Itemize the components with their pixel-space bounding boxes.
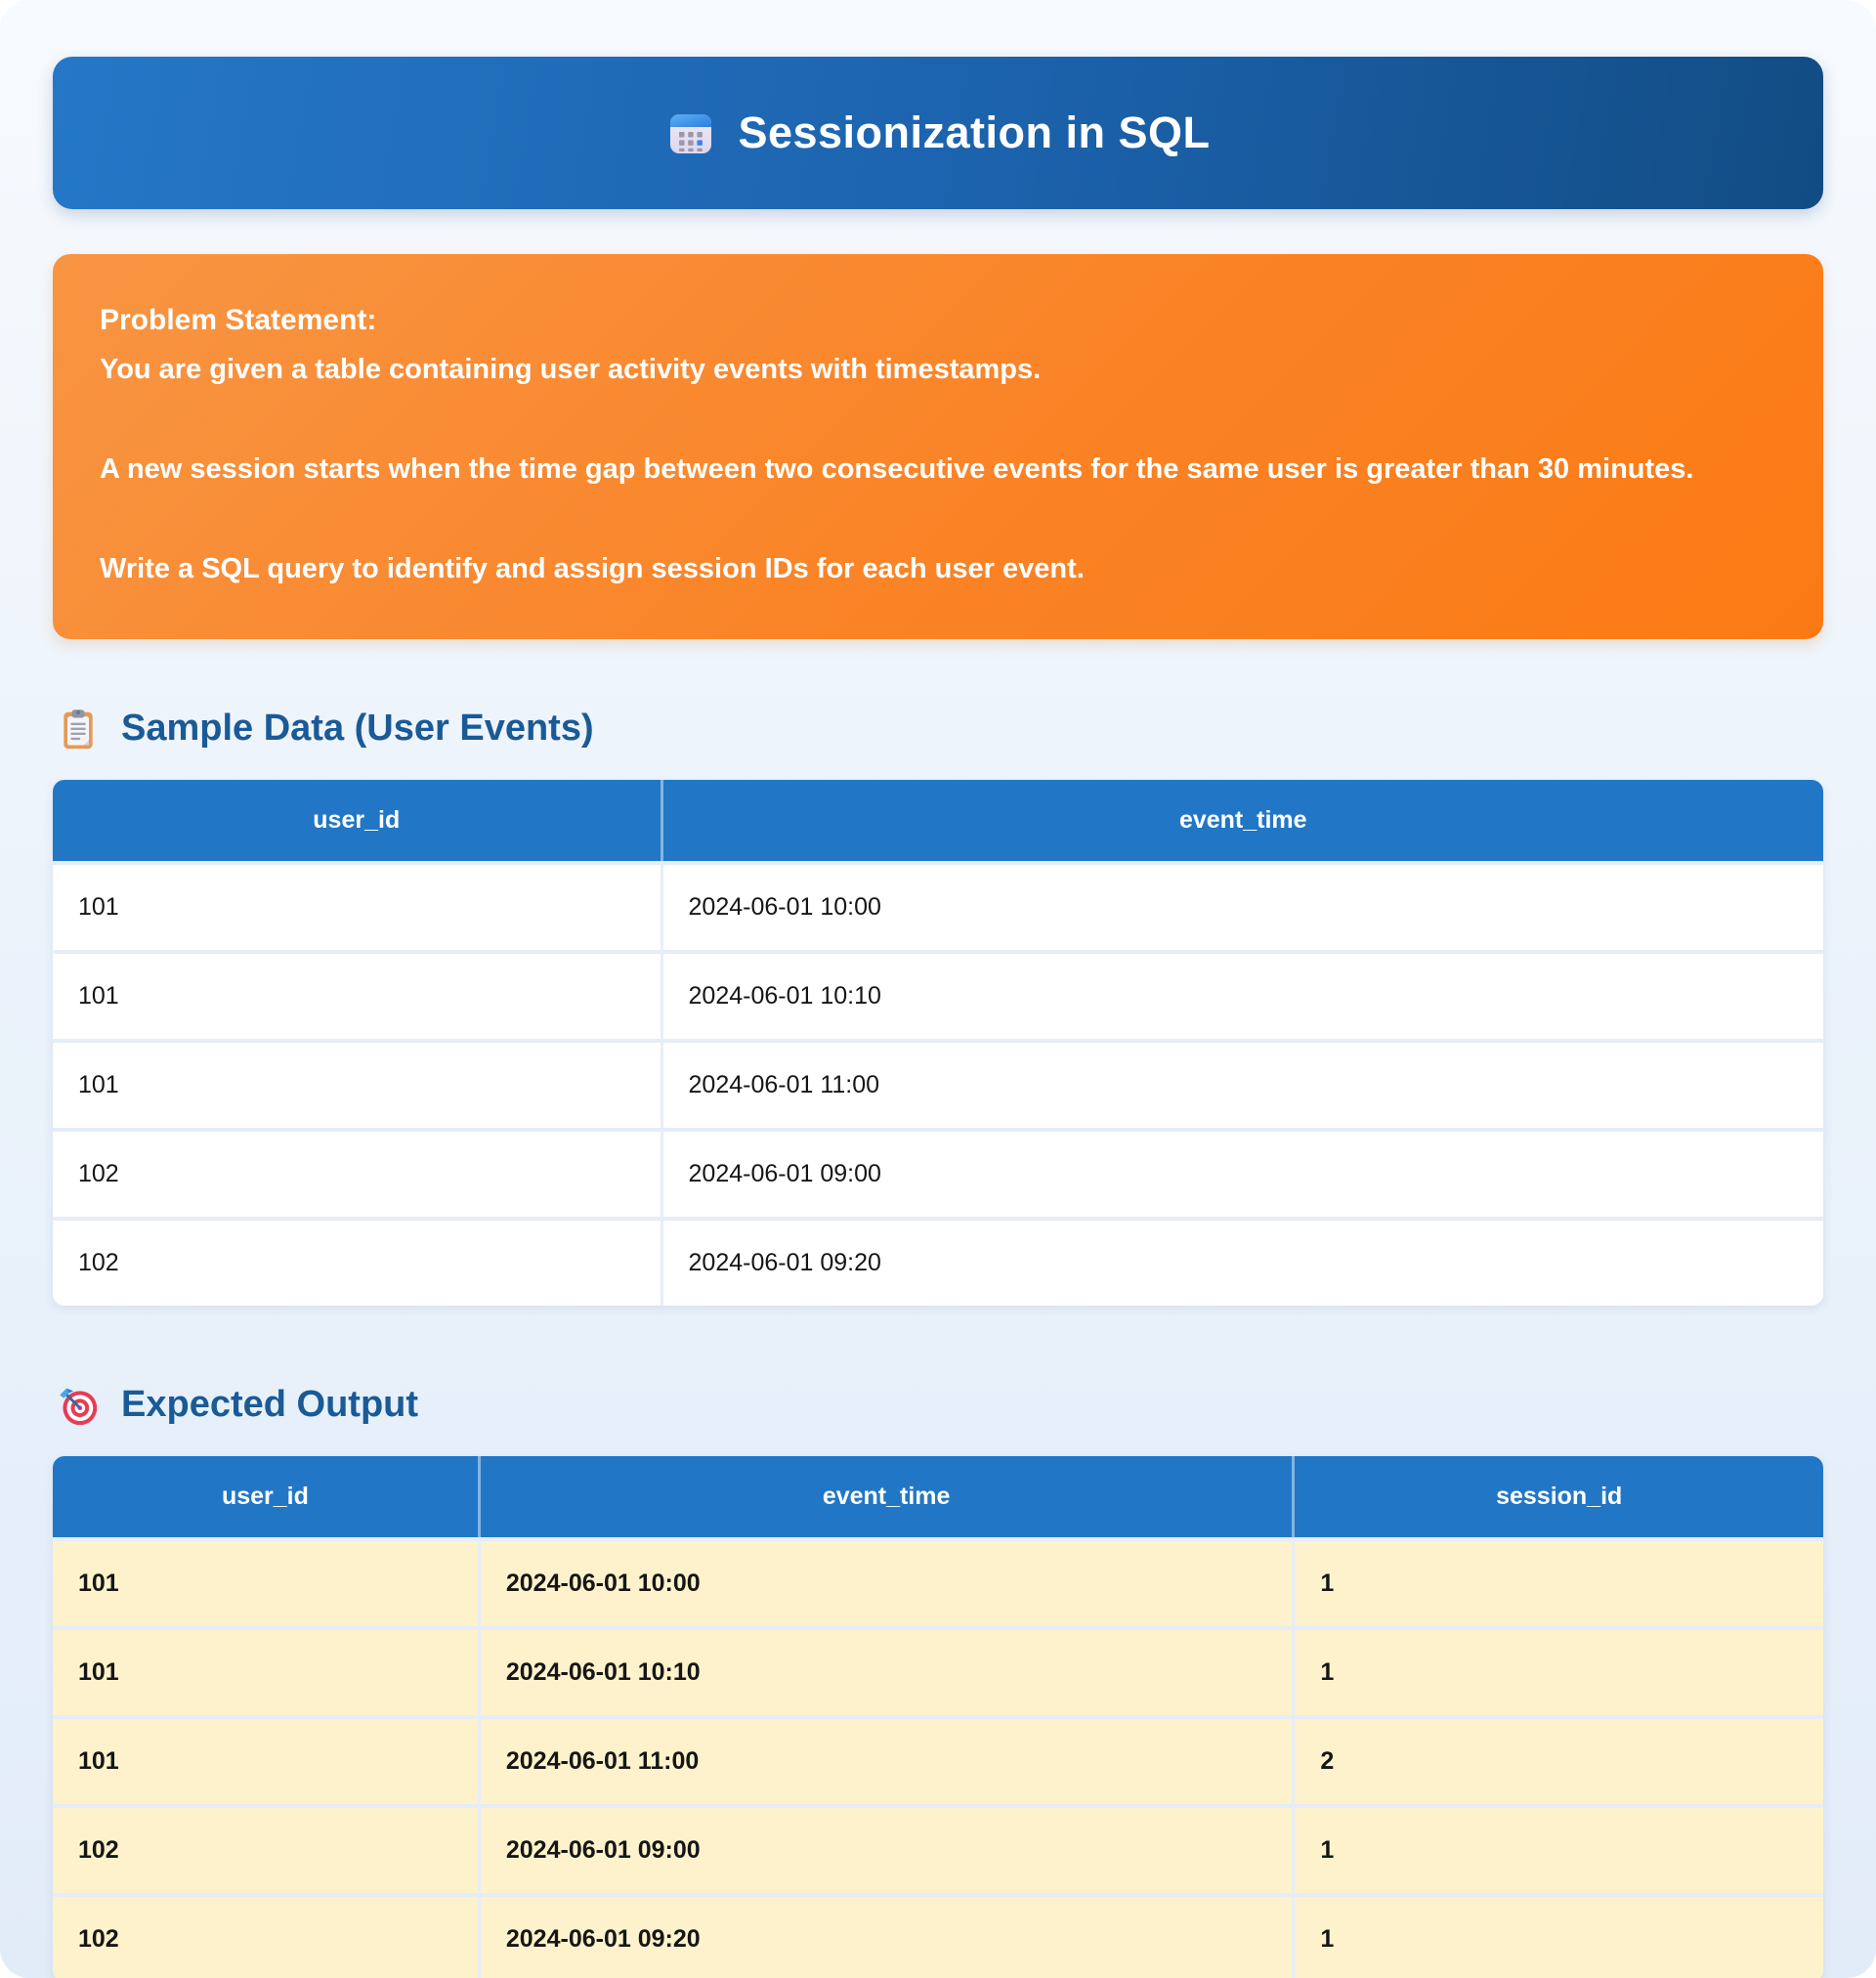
table-row	[53, 1804, 1823, 1893]
sample-data-heading	[57, 708, 1823, 751]
table-cell: 1	[1292, 1893, 1823, 1978]
table-cell: 1	[1292, 1804, 1823, 1893]
table-cell: 2	[1292, 1715, 1823, 1804]
column-header-session-id: session_id	[1292, 1456, 1823, 1537]
table-cell: 102	[53, 1893, 478, 1978]
table-row	[53, 1217, 1823, 1306]
expected-output-table	[53, 1456, 1823, 1978]
table-cell: 102	[53, 1217, 661, 1306]
column-header-event-time: event_time	[661, 780, 1823, 861]
table-cell: 101	[53, 1626, 478, 1715]
table-cell: 2024-06-01 10:10	[478, 1626, 1293, 1715]
table-cell: 101	[53, 1537, 478, 1626]
expected-output-heading	[57, 1384, 1823, 1427]
expected-output-title: Expected Output	[121, 1384, 419, 1425]
table-row	[53, 861, 1823, 950]
table-cell: 101	[53, 861, 661, 950]
table-cell: 2024-06-01 10:00	[661, 861, 1823, 950]
page-title: Sessionization in SQL	[738, 108, 1211, 157]
table-cell: 2024-06-01 09:20	[661, 1217, 1823, 1306]
table-cell: 2024-06-01 09:20	[478, 1893, 1293, 1978]
table-cell: 2024-06-01 09:00	[478, 1804, 1293, 1893]
problem-intro: Problem Statement: You are given a table containing user activity events with timestamps.	[100, 304, 1042, 385]
sample-data-title: Sample Data (User Events)	[121, 708, 594, 749]
sample-data-table-wrap	[53, 780, 1823, 1306]
table-cell: 1	[1292, 1626, 1823, 1715]
target-icon	[57, 1384, 100, 1427]
table-cell: 102	[53, 1128, 661, 1217]
sample-data-table	[53, 780, 1823, 1306]
problem-statement-card	[53, 254, 1823, 639]
table-cell: 2024-06-01 10:10	[661, 950, 1823, 1039]
table-cell: 2024-06-01 10:00	[478, 1537, 1293, 1626]
table-row	[53, 950, 1823, 1039]
table-cell: 102	[53, 1804, 478, 1893]
table-cell: 2024-06-01 11:00	[661, 1039, 1823, 1128]
problem-rule: A new session starts when the time gap between two consecutive events for the same user is greater than 30 minutes.	[100, 452, 1694, 485]
table-row	[53, 1893, 1823, 1978]
problem-task: Write a SQL query to identify and assign session IDs for each user event.	[100, 552, 1085, 584]
table-row	[53, 1537, 1823, 1626]
column-header-user-id: user_id	[53, 780, 661, 861]
table-row	[53, 1039, 1823, 1128]
clipboard-icon	[57, 708, 100, 751]
problem-label: Problem Statement:	[100, 304, 377, 336]
column-header-event-time: event_time	[478, 1456, 1293, 1537]
table-header-row	[53, 1456, 1823, 1537]
column-header-user-id: user_id	[53, 1456, 478, 1537]
table-header-row	[53, 780, 1823, 861]
table-cell: 101	[53, 1715, 478, 1804]
page-header	[53, 57, 1823, 209]
table-row	[53, 1626, 1823, 1715]
table-cell: 101	[53, 1039, 661, 1128]
table-cell: 2024-06-01 09:00	[661, 1128, 1823, 1217]
table-cell: 2024-06-01 11:00	[478, 1715, 1293, 1804]
table-cell: 1	[1292, 1537, 1823, 1626]
table-row	[53, 1715, 1823, 1804]
calendar-icon	[665, 108, 716, 158]
table-cell: 101	[53, 950, 661, 1039]
table-row	[53, 1128, 1823, 1217]
expected-output-table-wrap	[53, 1456, 1823, 1978]
